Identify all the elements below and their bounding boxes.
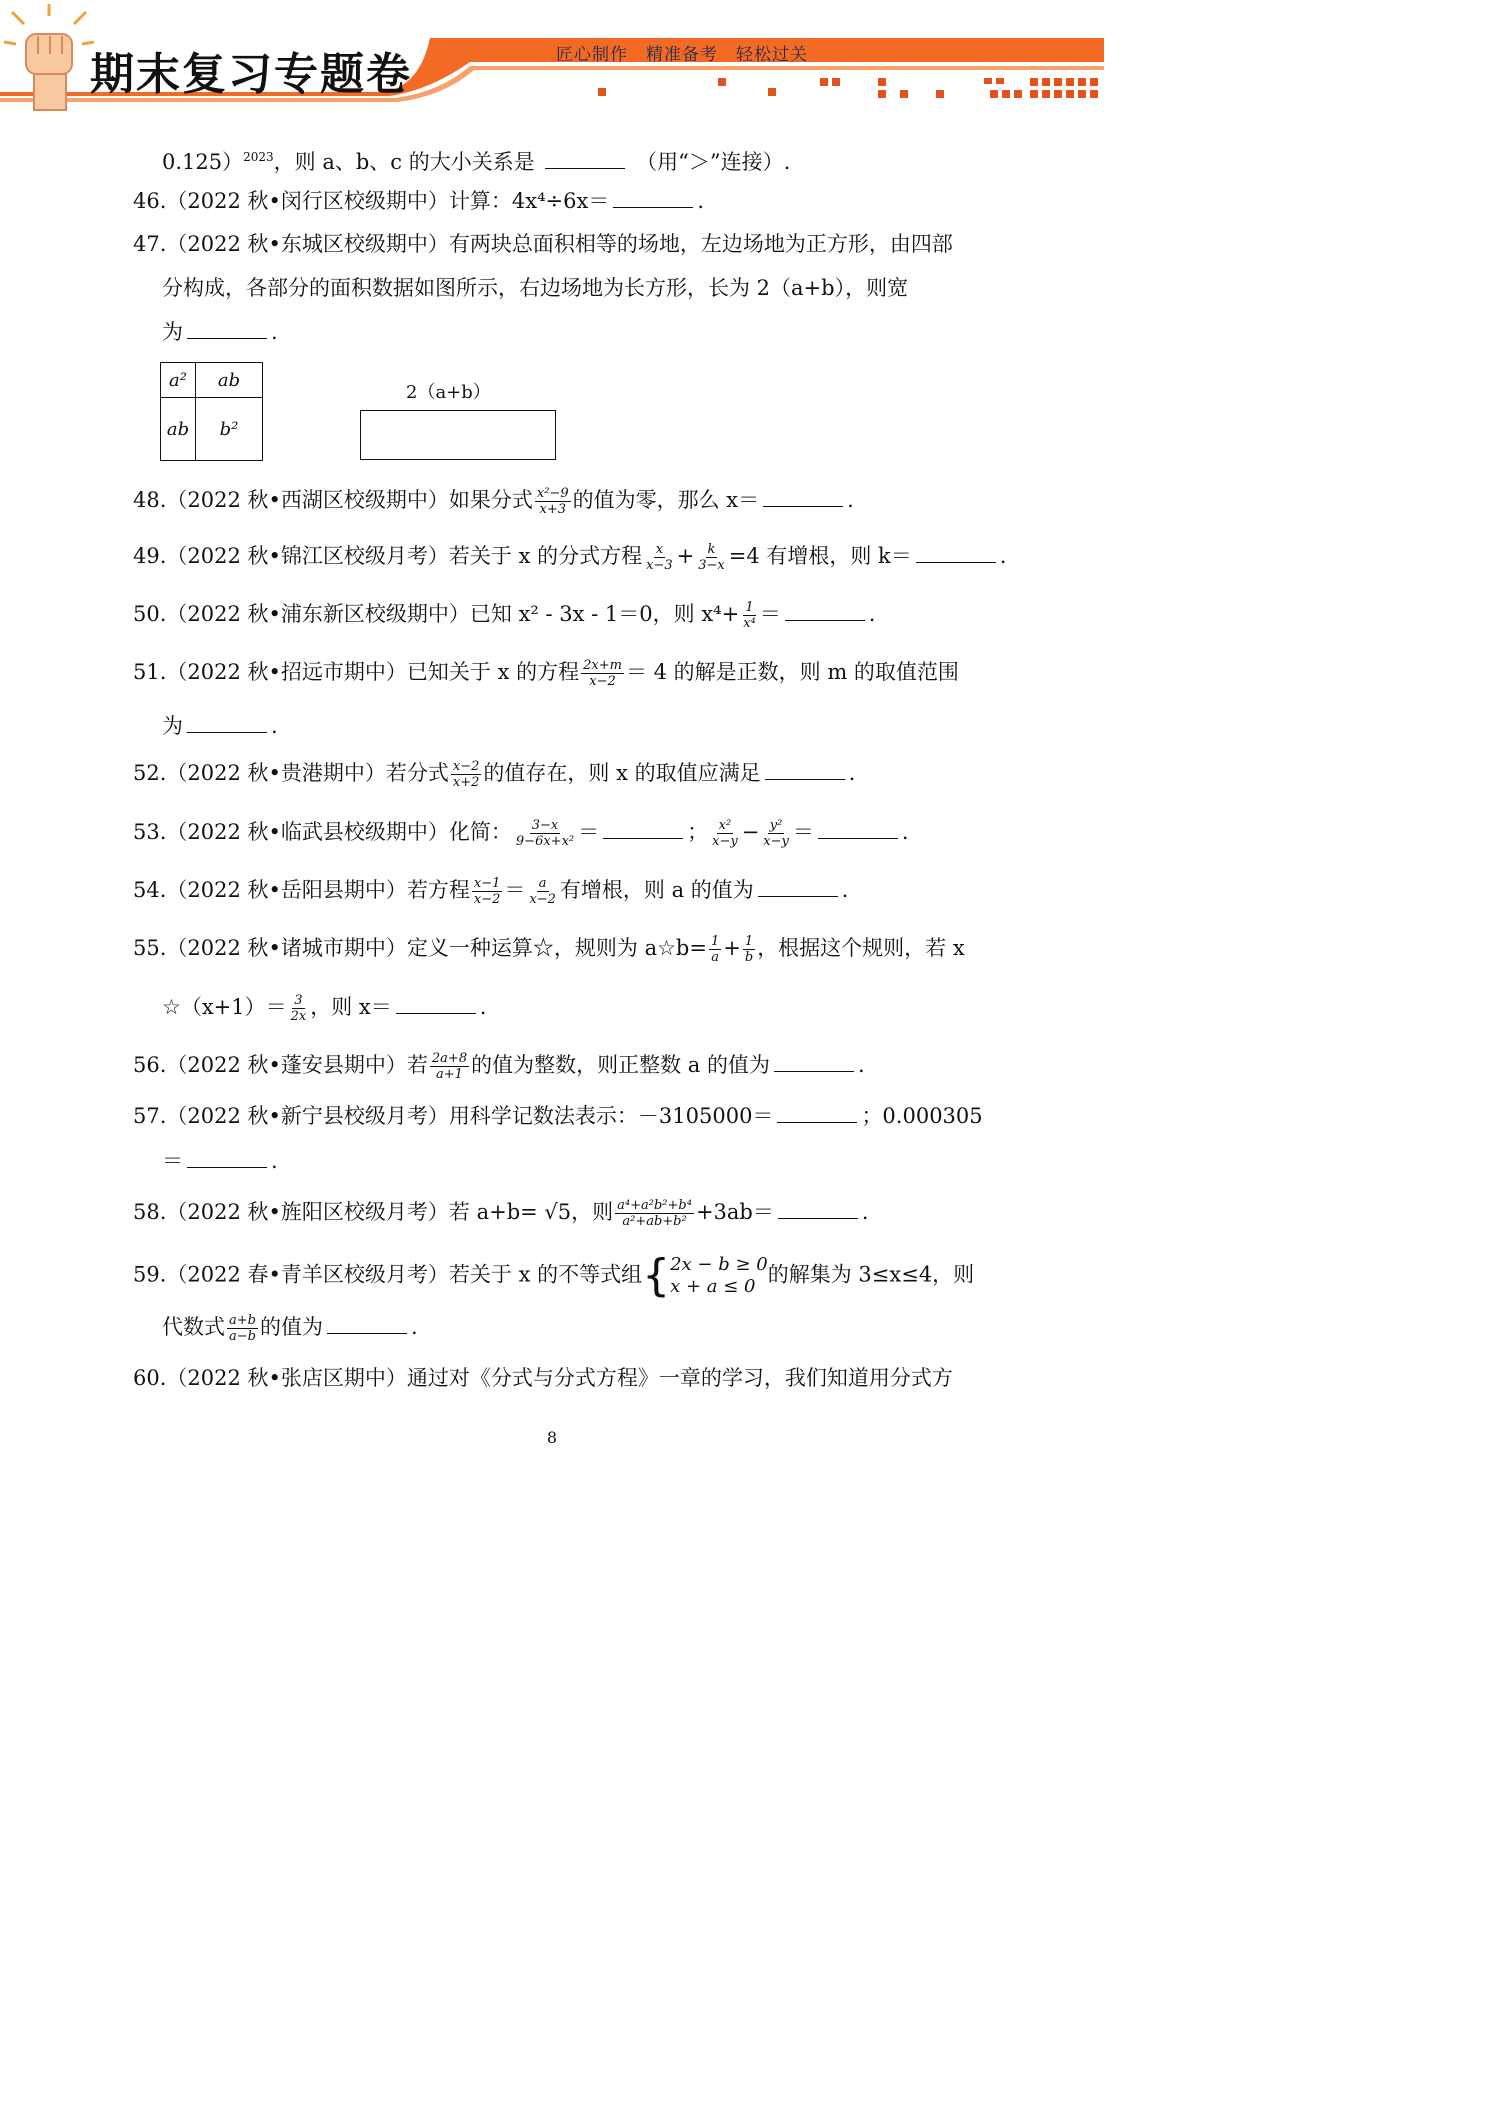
question-47-line1: 47.（2022 秋•东城区校级期中）有两块总面积相等的场地，左边场地为正方形，由四部 — [133, 232, 953, 256]
answer-blank[interactable] — [603, 820, 683, 839]
rect-field-figure — [360, 410, 556, 460]
cell-ab-top: ab — [196, 363, 263, 398]
question-60: 60.（2022 秋•张店区期中）通过对《分式与分式方程》一章的学习，我们知道用分式方 — [133, 1366, 953, 1390]
question-46: 46.（2022 秋•闵行区校级期中）计算：4x⁴÷6x＝ . — [133, 189, 705, 213]
question-50: 50.（2022 秋•浦东新区校级期中）已知 x² - 3x - 1＝0，则 x⁴+ $\frac{1}{\text{x⁴}}$ ＝ . — [133, 600, 876, 631]
rect-field-label: 2（a+b） — [406, 382, 491, 403]
page-number: 8 — [546, 1428, 558, 1447]
answer-blank[interactable] — [916, 544, 996, 563]
page-header — [0, 0, 1104, 120]
answer-blank[interactable] — [327, 1315, 407, 1334]
fraction: $\frac{3-x}{\text{9−6x+x²}}$ — [515, 818, 575, 849]
question-55-line2: ☆（x+1）＝ $\frac{3}{2x}$ ，则 x＝ . — [162, 993, 487, 1024]
cell-b2: b² — [196, 398, 263, 461]
answer-blank[interactable] — [763, 488, 843, 507]
fraction: $\frac{1}{b}$ — [744, 934, 754, 965]
answer-blank[interactable] — [765, 761, 845, 780]
fraction: $\frac{3}{2x}$ — [290, 993, 307, 1024]
square-field-figure — [160, 362, 263, 461]
question-57-line2: ＝ . — [162, 1149, 278, 1173]
answer-blank[interactable] — [187, 1149, 267, 1168]
answer-blank[interactable] — [545, 150, 625, 169]
header-slogan: 匠心制作 精准备考 轻松过关 — [556, 45, 808, 65]
question-53: 53.（2022 秋•临武县校级期中）化简： $\frac{3-x}{\text{9−6x+x²}}$ ＝ ； $\frac{\text{x²}}{x-y}$ − $\frac{\text{y²}}{x-y}$ ＝ . — [133, 818, 909, 849]
fraction: $\frac{2a+8}{a+1}$ — [431, 1051, 468, 1082]
question-59: 59.（2022 春•青羊区校级月考）若关于 x 的不等式组 { 2x − b ≥ 0 x + a ≤ 0 的解集为 3≤x≤4，则 — [133, 1250, 975, 1301]
fist-icon — [4, 4, 94, 114]
fraction: $\frac{\text{y²}}{x-y}$ — [763, 818, 789, 849]
q45-tail: 0.125）$^{2023}$，则 a、b、c 的大小关系是 （用“＞”连接）. — [162, 150, 791, 174]
fraction: $\frac{\text{x²−9}}{x+3}$ — [536, 486, 569, 517]
fraction: $\frac{1}{\text{x⁴}}$ — [743, 600, 756, 631]
question-57: 57.（2022 秋•新宁县校级月考）用科学记数法表示：－3105000＝ ；0.000305 — [133, 1104, 983, 1128]
answer-blank[interactable] — [613, 189, 693, 208]
header-title: 期末复习专题卷 — [90, 49, 412, 100]
answer-blank[interactable] — [818, 820, 898, 839]
fraction: $\frac{x}{x-3}$ — [646, 542, 673, 573]
inequality-system: { 2x − b ≥ 0 x + a ≤ 0 — [642, 1250, 768, 1301]
fraction: $\frac{\text{x²}}{x-y}$ — [712, 818, 738, 849]
question-55: 55.（2022 秋•诸城市期中）定义一种运算☆，规则为 a☆b= $\frac{1}{a}$ + $\frac{1}{b}$ ，根据这个规则，若 x — [133, 934, 965, 965]
fraction: $\frac{a}{x-2}$ — [529, 876, 556, 907]
question-59-line2: 代数式 $\frac{a+b}{a-b}$ 的值为 . — [162, 1313, 418, 1344]
fraction: $\frac{2x+m}{x-2}$ — [583, 658, 622, 689]
fraction: $\frac{\text{a⁴+a²b²+b⁴}}{\text{a²+ab+b²}}$ — [617, 1198, 692, 1229]
question-58: 58.（2022 秋•旌阳区校级月考）若 a+b= √5，则 $\frac{\text{a⁴+a²b²+b⁴}}{\text{a²+ab+b²}}$ +3ab＝ . — [133, 1198, 869, 1229]
answer-blank[interactable] — [187, 320, 267, 339]
cell-a2: a² — [161, 363, 196, 398]
question-52: 52.（2022 秋•贵港期中）若分式 $\frac{x-2}{x+2}$ 的值存在，则 x 的取值应满足 . — [133, 759, 856, 790]
cell-ab-left: ab — [161, 398, 196, 461]
fraction: $\frac{x-1}{x-2}$ — [473, 876, 501, 907]
question-51: 51.（2022 秋•招远市期中）已知关于 x 的方程 $\frac{2x+m}{x-2}$ ＝ 4 的解是正数，则 m 的取值范围 — [133, 658, 959, 689]
question-56: 56.（2022 秋•蓬安县期中）若 $\frac{2a+8}{a+1}$ 的值为整数，则正整数 a 的值为 . — [133, 1051, 865, 1082]
fraction: $\frac{a+b}{a-b}$ — [229, 1313, 256, 1344]
question-49: 49.（2022 秋•锦江区校级月考）若关于 x 的分式方程 $\frac{x}{x-3}$ + $\frac{k}{3-x}$ =4 有增根，则 k＝ . — [133, 542, 1007, 573]
answer-blank[interactable] — [774, 1053, 854, 1072]
question-47-line3: 为 . — [162, 320, 278, 344]
answer-blank[interactable] — [396, 995, 476, 1014]
fraction: $\frac{x-2}{x+2}$ — [452, 759, 480, 790]
question-48: 48.（2022 秋•西湖区校级期中）如果分式 $\frac{\text{x²−9}}{x+3}$ 的值为零，那么 x＝ . — [133, 486, 854, 517]
question-54: 54.（2022 秋•岳阳县期中）若方程 $\frac{x-1}{x-2}$ ＝ $\frac{a}{x-2}$ 有增根，则 a 的值为 . — [133, 876, 849, 907]
question-51-line2: 为 . — [162, 714, 278, 738]
answer-blank[interactable] — [187, 714, 267, 733]
answer-blank[interactable] — [777, 1104, 857, 1123]
answer-blank[interactable] — [778, 1200, 858, 1219]
fraction: $\frac{k}{3-x}$ — [698, 542, 725, 573]
fraction: $\frac{1}{a}$ — [710, 934, 720, 965]
question-47-line2: 分构成，各部分的面积数据如图所示，右边场地为长方形，长为 2（a+b），则宽 — [162, 276, 909, 300]
answer-blank[interactable] — [785, 602, 865, 621]
answer-blank[interactable] — [758, 878, 838, 897]
